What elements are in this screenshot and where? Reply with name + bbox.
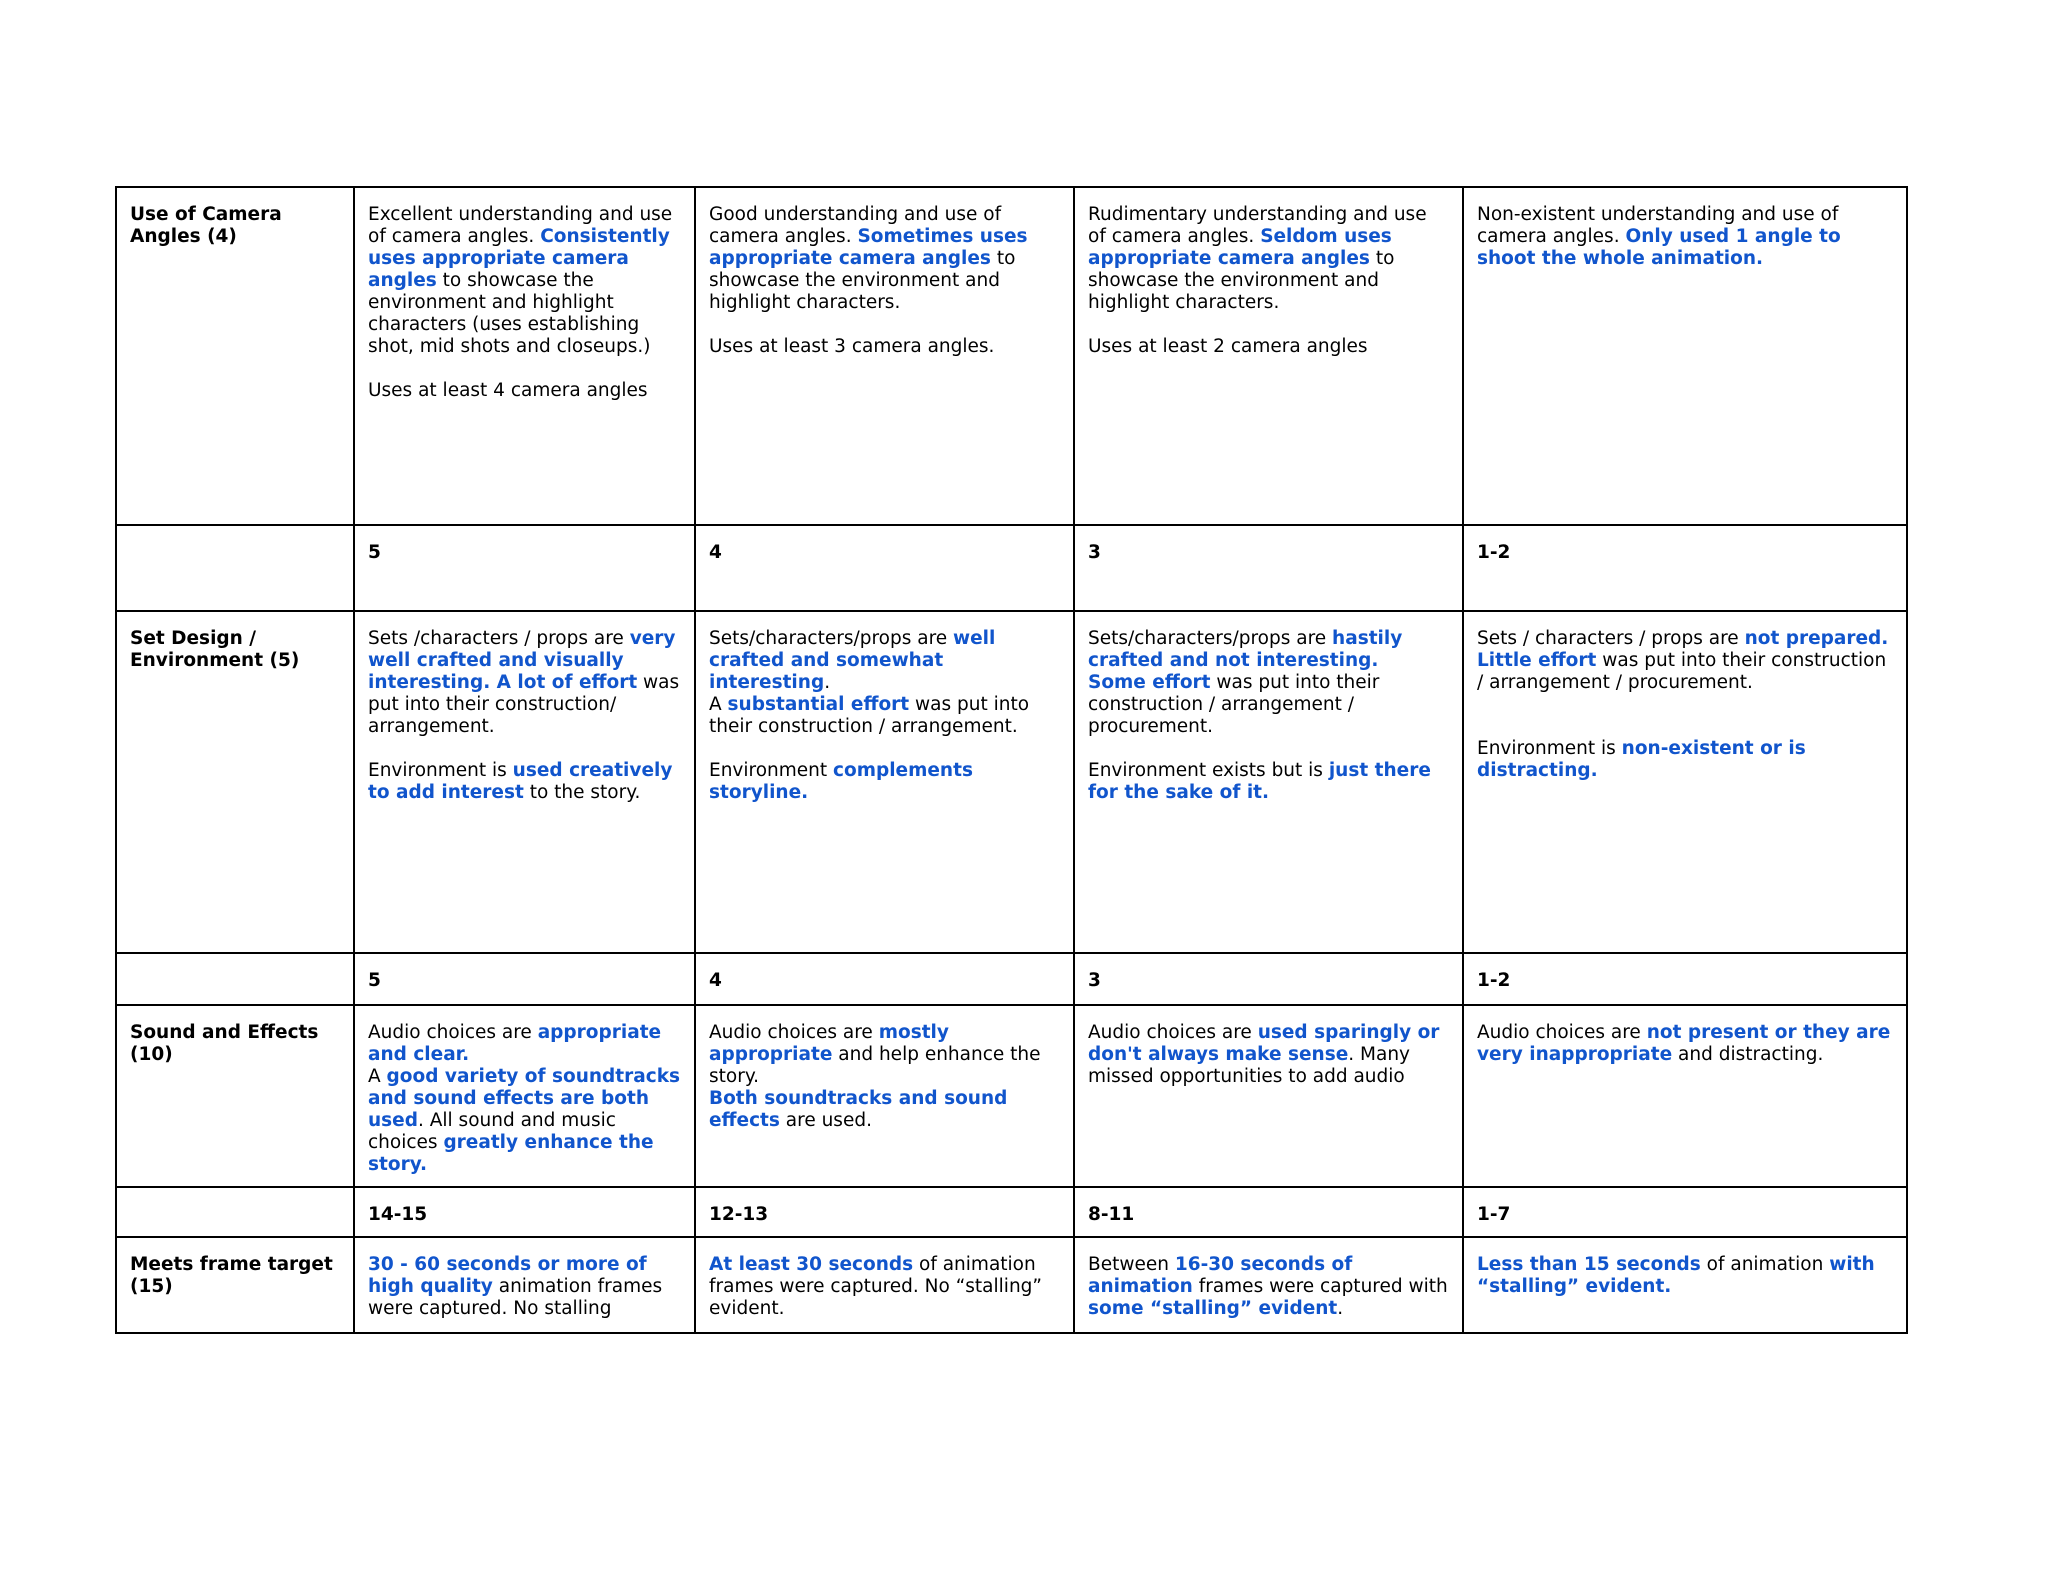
criteria-frame-good: At least 30 seconds of animation frames were captured. No “stalling” evident. [695,1237,1074,1333]
score-cell: 8-11 [1074,1187,1463,1237]
score-cell: 1-7 [1463,1187,1907,1237]
score-cell: 1-2 [1463,953,1907,1005]
row-frame-target [116,1237,1907,1333]
score-cell: 12-13 [695,1187,1074,1237]
criteria-sound-sparing: Audio choices are used sparingly or don't always make sense. Many missed opportunities to add audio [1074,1005,1463,1187]
score-row [116,953,1907,1005]
category-sound-effects: Sound and Effects (10) [116,1005,354,1187]
criteria-frame-low: Less than 15 seconds of animation with “stalling” evident. [1463,1237,1907,1333]
score-cell: 3 [1074,953,1463,1005]
score-cell: 1-2 [1463,525,1907,611]
category-set-design: Set Design / Environment (5) [116,611,354,953]
row-camera-angles [116,187,1907,525]
criteria-sound-good: Audio choices are mostly appropriate and help enhance the story. Both soundtracks and sound effects are used. [695,1005,1074,1187]
criteria-set-good: Sets/characters/props are well crafted and somewhat interesting. A substantial effort was put into their construction / arrangement. Environment complements storyline. [695,611,1074,953]
criteria-frame-partial: Between 16-30 seconds of animation frames were captured with some “stalling” evident. [1074,1237,1463,1333]
criteria-camera-good: Good understanding and use of camera angles. Sometimes uses appropriate camera angles to showcase the environment and highlight characters. Uses at least 3 camera angles. [695,187,1074,525]
criteria-set-not-prepared: Sets / characters / props are not prepared. Little effort was put into their construction / arrangement / procurement. Environment is non-existent or is distracting. [1463,611,1907,953]
score-cell: 3 [1074,525,1463,611]
score-cell: 5 [354,953,695,1005]
criteria-sound-excellent: Audio choices are appropriate and clear. A good variety of soundtracks and sound effects are both used. All sound and music choices greatly enhance the story. [354,1005,695,1187]
criteria-frame-excellent: 30 - 60 seconds or more of high quality animation frames were captured. No stalling [354,1237,695,1333]
criteria-set-excellent: Sets /characters / props are very well crafted and visually interesting. A lot of effort was put into their construction/ arrangement. Environment is used creatively to add interest to the story. [354,611,695,953]
score-row-blank [116,1187,354,1237]
score-row [116,1187,1907,1237]
criteria-camera-nonexistent: Non-existent understanding and use of camera angles. Only used 1 angle to shoot the whole animation. [1463,187,1907,525]
row-set-design [116,611,1907,953]
row-sound-effects [116,1005,1907,1187]
criteria-camera-excellent: Excellent understanding and use of camera angles. Consistently uses appropriate camera angles to showcase the environment and highlight characters (uses establishing shot, mid shots and closeups.) Uses at least 4 camera angles [354,187,695,525]
score-cell: 4 [695,525,1074,611]
score-cell: 14-15 [354,1187,695,1237]
criteria-set-hasty: Sets/characters/props are hastily crafted and not interesting. Some effort was put into their construction / arrangement / procurement. Environment exists but is just there for the sake of it. [1074,611,1463,953]
score-row-blank [116,953,354,1005]
score-row [116,525,1907,611]
criteria-sound-absent: Audio choices are not present or they are very inappropriate and distracting. [1463,1005,1907,1187]
criteria-camera-rudimentary: Rudimentary understanding and use of camera angles. Seldom uses appropriate camera angles to showcase the environment and highlight characters. Uses at least 2 camera angles [1074,187,1463,525]
score-cell: 5 [354,525,695,611]
rubric-table [115,186,1908,1334]
score-cell: 4 [695,953,1074,1005]
category-frame-target: Meets frame target (15) [116,1237,354,1333]
category-camera-angles: Use of Camera Angles (4) [116,187,354,525]
score-row-blank [116,525,354,611]
